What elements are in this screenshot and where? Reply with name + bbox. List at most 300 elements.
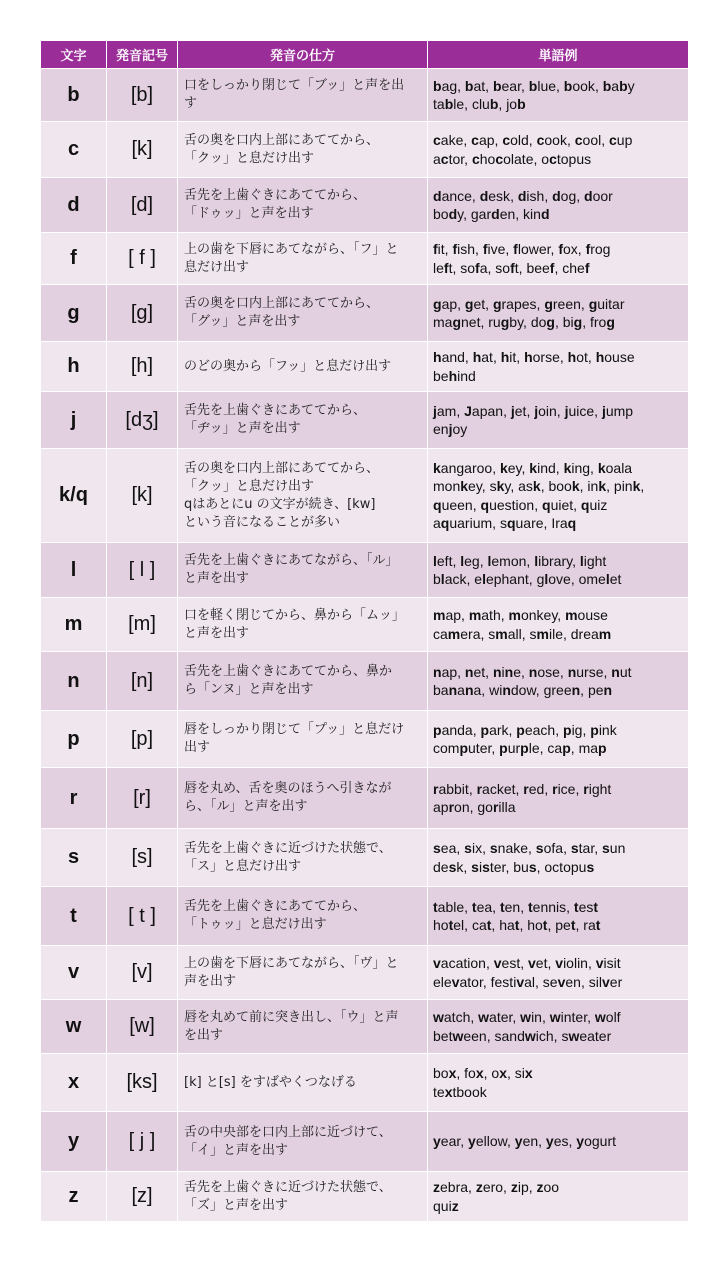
words-line: box, fox, ox, six xyxy=(433,1065,533,1081)
example-word: queen xyxy=(433,496,473,513)
howto-line: 「ス」と息だけ出す xyxy=(184,858,302,874)
example-word: sweater xyxy=(561,1027,612,1044)
letter-cell: k/q xyxy=(41,449,107,543)
example-word: banana xyxy=(433,682,482,698)
ipa-cell: [k] xyxy=(107,449,178,543)
example-word: lemon xyxy=(487,552,527,569)
table-row xyxy=(41,711,689,768)
example-word: koala xyxy=(597,459,633,476)
words-cell xyxy=(428,285,689,342)
example-word: omelet xyxy=(578,571,622,587)
words-line: black, elephant, glove, omelet xyxy=(433,571,622,587)
words-cell xyxy=(428,1054,689,1112)
example-word: desk xyxy=(433,858,464,875)
example-word: jam xyxy=(433,402,457,419)
howto-cell xyxy=(178,122,428,178)
howto-line: す xyxy=(184,96,198,111)
example-word: hot xyxy=(527,917,548,933)
words-line xyxy=(433,1197,683,1216)
words-line: year, yellow, yen, yes, yogurt xyxy=(433,1133,617,1150)
ipa-cell: [dʒ] xyxy=(107,392,178,449)
ipa-cell: [ j ] xyxy=(107,1112,178,1172)
header-letter: 文字 xyxy=(41,41,107,69)
example-word: ten xyxy=(499,898,521,915)
example-word: aquarium xyxy=(433,515,493,531)
example-word: watch xyxy=(433,1009,471,1025)
example-word: math xyxy=(468,607,501,623)
example-word: rat xyxy=(583,917,601,933)
example-word: gorilla xyxy=(477,799,516,815)
example-word: door xyxy=(584,187,613,204)
example-word: cool xyxy=(574,132,602,148)
example-word: apron xyxy=(433,799,470,815)
howto-cell xyxy=(178,449,428,543)
words-line: vacation, vest, vet, violin, visit xyxy=(433,955,621,971)
table-row xyxy=(41,1054,689,1112)
example-word: fox xyxy=(558,241,578,257)
example-word: cat xyxy=(471,917,492,933)
example-word: enjoy xyxy=(433,421,468,437)
words-line: table, tea, ten, tennis, test xyxy=(433,898,599,915)
howto-cell xyxy=(178,829,428,887)
example-word: grapes xyxy=(492,295,537,312)
howto-line: 舌先を上歯ぐきにあててから、 xyxy=(184,403,367,418)
words-line: left, leg, lemon, library, light xyxy=(433,552,607,569)
example-word: textbook xyxy=(433,1083,487,1100)
table-row xyxy=(41,233,689,285)
words-line: map, math, monkey, mouse xyxy=(433,607,608,623)
example-word: computer xyxy=(433,740,492,756)
words-cell xyxy=(428,449,689,543)
howto-line: を出す xyxy=(184,1027,224,1043)
howto-cell xyxy=(178,1172,428,1222)
example-word: bat xyxy=(464,77,486,94)
howto-line: 口を軽く閉じてから、鼻から「ムッ」 xyxy=(184,607,405,623)
example-word: dog xyxy=(530,314,555,330)
example-word: octopus xyxy=(541,150,592,167)
table-row xyxy=(41,449,689,543)
example-word: pet xyxy=(555,917,576,933)
howto-line: と声を出す xyxy=(184,625,250,641)
howto-line: 「クッ」と息だけ出す xyxy=(184,478,315,494)
example-word: small xyxy=(488,625,522,642)
example-word: kangaroo xyxy=(433,459,493,476)
example-word: blue xyxy=(528,77,557,94)
words-cell xyxy=(428,392,689,449)
words-line: between, sandwich, sweater xyxy=(433,1027,612,1044)
ipa-cell: [ f ] xyxy=(107,233,178,285)
example-word: bear xyxy=(492,77,521,94)
example-word: fish xyxy=(452,241,476,257)
example-word: snake xyxy=(489,840,529,856)
example-word: fit xyxy=(433,241,445,257)
letter-cell: t xyxy=(41,887,107,946)
example-word: table xyxy=(433,898,465,915)
example-word: peach xyxy=(516,721,556,738)
example-word: ask xyxy=(518,478,541,494)
example-word: hot xyxy=(567,349,588,365)
example-word: garden xyxy=(470,206,516,222)
example-word: red xyxy=(523,780,545,797)
table-row xyxy=(41,122,689,178)
ipa-cell: [s] xyxy=(107,829,178,887)
howto-line: 「ズ」と声を出す xyxy=(184,1197,289,1213)
example-word: join xyxy=(534,402,557,419)
words-line: table, club, job xyxy=(433,96,526,112)
example-word: purple xyxy=(499,740,540,756)
example-word: cold xyxy=(502,132,529,148)
ipa-cell: [ t ] xyxy=(107,887,178,946)
howto-line: 「ドゥッ」と声を出す xyxy=(184,206,314,221)
howto-cell xyxy=(178,946,428,1000)
letter-cell: r xyxy=(41,768,107,829)
letter-cell: w xyxy=(41,1000,107,1054)
example-word: seven xyxy=(542,973,581,990)
words-line: camera, small, smile, dream xyxy=(433,625,612,642)
example-word: gap xyxy=(433,295,458,312)
example-word: map xyxy=(578,740,607,756)
header-row xyxy=(41,41,689,69)
example-word: pig xyxy=(563,721,583,738)
howto-line: 「ヂッ」と声を出す xyxy=(184,421,301,436)
example-word: flower xyxy=(513,241,551,257)
example-word: five xyxy=(482,241,506,257)
howto-cell xyxy=(178,1112,428,1172)
howto-cell xyxy=(178,711,428,768)
example-word: water xyxy=(478,1009,513,1025)
letter-cell: l xyxy=(41,543,107,598)
example-word: panda xyxy=(433,721,473,738)
example-word: yes xyxy=(545,1133,569,1150)
howto-line: 舌先を上歯ぐきにあててから、鼻か xyxy=(184,664,393,679)
howto-line: 舌の奥を口内上部にあててから、 xyxy=(184,296,380,311)
header-howto: 発音の仕方 xyxy=(178,41,428,69)
table-body xyxy=(41,69,689,1222)
example-word: yen xyxy=(514,1133,539,1150)
words-cell xyxy=(428,887,689,946)
howto-line: 口をしっかり閉じて「ブッ」と声を出 xyxy=(184,78,405,93)
words-line: actor, chocolate, octopus xyxy=(433,150,592,167)
howto-line: 「グッ」と声を出す xyxy=(184,314,301,329)
example-word: chocolate xyxy=(471,150,534,167)
howto-line: と声を出す xyxy=(184,571,250,586)
words-line: desk, sister, bus, octopus xyxy=(433,858,595,875)
howto-line: 唇を丸め、舌を奥のほうへ引きなが xyxy=(184,781,392,796)
example-word: sandwich xyxy=(494,1027,554,1044)
ipa-cell: [ks] xyxy=(107,1054,178,1112)
example-word: Japan xyxy=(464,402,504,419)
words-line: dance, desk, dish, dog, door xyxy=(433,187,613,204)
example-word: park xyxy=(480,721,509,738)
words-line: gap, get, grapes, green, guitar xyxy=(433,295,625,312)
words-cell xyxy=(428,1112,689,1172)
example-word: pen xyxy=(587,682,613,698)
table-row xyxy=(41,946,689,1000)
ipa-cell: [d] xyxy=(107,178,178,233)
letter-cell: y xyxy=(41,1112,107,1172)
example-word: racket xyxy=(476,780,516,797)
example-word: square xyxy=(499,515,544,531)
howto-cell xyxy=(178,178,428,233)
example-word: ink xyxy=(587,478,607,494)
example-word: table xyxy=(433,96,465,112)
words-cell xyxy=(428,711,689,768)
example-word: book xyxy=(548,478,580,494)
example-word: festival xyxy=(490,973,536,990)
howto-line: 上の歯を下唇にあてながら、「フ」と xyxy=(184,241,399,257)
example-word: dance xyxy=(433,187,472,204)
ipa-cell: [b] xyxy=(107,69,178,122)
letter-cell: b xyxy=(41,69,107,122)
example-word: wolf xyxy=(594,1009,621,1025)
example-word: left xyxy=(433,552,453,569)
howto-line: ら、「ル」と声を出す xyxy=(184,799,308,814)
words-line: nap, net, nine, nose, nurse, nut xyxy=(433,663,632,680)
example-word: left xyxy=(433,259,453,276)
example-word: monkey xyxy=(433,478,482,494)
howto-line: 「イ」と声を出す xyxy=(184,1142,289,1158)
example-word: hand xyxy=(433,349,465,365)
header-ipa: 発音記号 xyxy=(107,41,178,69)
example-word: sky xyxy=(489,478,511,494)
example-word: year xyxy=(433,1133,461,1150)
howto-cell xyxy=(178,233,428,285)
example-word: jet xyxy=(510,402,527,419)
example-word: vet xyxy=(528,955,548,971)
words-line: aquarium, square, Iraq xyxy=(433,515,577,531)
ipa-cell: [v] xyxy=(107,946,178,1000)
words-line: queen, question, quiet, quiz xyxy=(433,496,608,513)
example-word: hit xyxy=(500,349,517,365)
words-cell xyxy=(428,1172,689,1222)
howto-cell xyxy=(178,768,428,829)
words-cell xyxy=(428,69,689,122)
example-word: kind xyxy=(523,206,550,222)
letter-cell: x xyxy=(41,1054,107,1112)
howto-line: のどの奥から「フッ」と息だけ出す xyxy=(184,358,392,374)
example-word: nurse xyxy=(567,663,604,680)
header-words: 単語例 xyxy=(428,41,689,69)
example-word: hat xyxy=(499,917,520,933)
example-word: job xyxy=(506,96,526,112)
example-word: light xyxy=(579,552,607,569)
ipa-cell: [g] xyxy=(107,285,178,342)
words-line: apron, gorilla xyxy=(433,799,516,815)
letter-cell: g xyxy=(41,285,107,342)
howto-line: 唇を丸めて前に突き出し、「ウ」と声 xyxy=(184,1009,399,1025)
example-word: net xyxy=(464,663,486,680)
example-word: zoo xyxy=(536,1179,560,1195)
example-word: smile xyxy=(529,625,563,642)
words-line: rabbit, racket, red, rice, right xyxy=(433,780,612,797)
words-cell xyxy=(428,829,689,887)
example-word: star xyxy=(570,840,595,856)
howto-line: 上の歯を下唇にあてながら、「ヴ」と xyxy=(184,955,399,971)
example-word: six xyxy=(514,1065,533,1081)
example-word: visit xyxy=(595,955,621,971)
words-line: bag, bat, bear, blue, book, baby xyxy=(433,77,635,94)
example-word: fox xyxy=(464,1065,484,1081)
example-word: chef xyxy=(562,259,590,276)
ipa-cell: [h] xyxy=(107,342,178,392)
example-word: king xyxy=(563,459,591,476)
words-cell xyxy=(428,598,689,652)
example-word: leg xyxy=(460,552,480,569)
table-row xyxy=(41,652,689,711)
howto-line: 舌の奥を口内上部にあててから、 xyxy=(184,460,380,476)
example-word: behind xyxy=(433,367,476,384)
example-word: cap xyxy=(471,132,495,148)
example-word: cook xyxy=(536,132,567,148)
words-cell xyxy=(428,768,689,829)
example-word: quiz xyxy=(433,1197,459,1214)
example-word: nine xyxy=(492,663,521,680)
howto-cell xyxy=(178,392,428,449)
example-word: map xyxy=(433,607,462,623)
table-row xyxy=(41,285,689,342)
example-word: horse xyxy=(524,349,560,365)
example-word: zero xyxy=(475,1179,504,1195)
example-word: winter xyxy=(549,1009,588,1025)
letter-cell: n xyxy=(41,652,107,711)
example-word: beef xyxy=(526,259,555,276)
words-line: zebra, zero, zip, zoo xyxy=(433,1179,560,1195)
letter-cell: h xyxy=(41,342,107,392)
example-word: frog xyxy=(585,241,611,257)
example-word: Iraq xyxy=(551,515,577,531)
example-word: cup xyxy=(609,132,633,148)
letter-cell: c xyxy=(41,122,107,178)
example-word: tennis xyxy=(527,898,567,915)
words-line: computer, purple, cap, map xyxy=(433,740,607,756)
letter-cell: m xyxy=(41,598,107,652)
example-word: vest xyxy=(493,955,521,971)
example-word: window xyxy=(489,682,536,698)
words-line: cake, cap, cold, cook, cool, cup xyxy=(433,132,633,148)
words-line xyxy=(433,420,683,439)
howto-line: 舌の中央部を口内上部に近づけて、 xyxy=(184,1124,392,1140)
example-word: pink, xyxy=(613,478,645,494)
example-word: sofa xyxy=(460,259,488,276)
table-row xyxy=(41,543,689,598)
example-word: jump xyxy=(601,402,634,419)
example-word: book xyxy=(563,77,595,94)
words-line: jam, Japan, jet, join, juice, jump xyxy=(433,402,634,419)
example-word: body xyxy=(433,206,464,222)
ipa-cell: [r] xyxy=(107,768,178,829)
words-cell xyxy=(428,342,689,392)
ipa-cell: [w] xyxy=(107,1000,178,1054)
example-word: monkey xyxy=(508,607,558,623)
example-word: nose xyxy=(528,663,560,680)
example-word: nut xyxy=(611,663,632,680)
example-word: nap xyxy=(433,663,458,680)
table-row xyxy=(41,69,689,122)
ipa-cell: [k] xyxy=(107,122,178,178)
example-word: right xyxy=(583,780,612,797)
example-word: octopus xyxy=(544,858,595,875)
letter-cell: s xyxy=(41,829,107,887)
letter-cell: v xyxy=(41,946,107,1000)
words-cell xyxy=(428,178,689,233)
example-word: actor xyxy=(433,150,465,167)
example-word: zip xyxy=(510,1179,529,1195)
table-row xyxy=(41,342,689,392)
example-word: library xyxy=(534,552,573,569)
example-word: cap xyxy=(547,740,571,756)
words-cell xyxy=(428,122,689,178)
words-line: elevator, festival, seven, silver xyxy=(433,973,623,990)
letter-cell: d xyxy=(41,178,107,233)
howto-cell xyxy=(178,598,428,652)
example-word: club xyxy=(471,96,499,112)
words-cell xyxy=(428,543,689,598)
example-word: mouse xyxy=(565,607,608,623)
howto-line: 息だけ出す xyxy=(184,259,250,275)
words-line: panda, park, peach, pig, pink xyxy=(433,721,617,738)
table-row xyxy=(41,1112,689,1172)
example-word: dish xyxy=(517,187,545,204)
example-word: bag xyxy=(433,77,458,94)
words-cell xyxy=(428,652,689,711)
words-line: sea, six, snake, sofa, star, sun xyxy=(433,840,626,856)
example-word: quiet xyxy=(542,496,574,513)
words-cell xyxy=(428,946,689,1000)
phonics-table xyxy=(40,40,689,1222)
howto-cell xyxy=(178,342,428,392)
example-word: win xyxy=(520,1009,542,1025)
ipa-cell: [n] xyxy=(107,652,178,711)
example-word: between xyxy=(433,1027,487,1044)
example-word: house xyxy=(595,349,635,365)
example-word: big xyxy=(562,314,583,330)
example-word: glove xyxy=(536,571,571,587)
words-line: left, sofa, soft, beef, chef xyxy=(433,259,590,276)
example-word: desk xyxy=(479,187,511,204)
example-word: green xyxy=(543,682,581,698)
words-cell xyxy=(428,1000,689,1054)
example-word: juice xyxy=(564,402,595,419)
howto-line: 舌先を上歯ぐきに近づけた状態で、 xyxy=(184,1179,392,1195)
howto-cell xyxy=(178,887,428,946)
table-row xyxy=(41,598,689,652)
example-word: tea xyxy=(471,898,493,915)
example-word: rabbit xyxy=(433,780,469,797)
example-word: guitar xyxy=(588,295,625,312)
example-word: baby xyxy=(602,77,635,94)
howto-cell xyxy=(178,543,428,598)
example-word: yellow xyxy=(468,1133,507,1150)
howto-line: 舌先を上歯ぐきに近づけた状態で、 xyxy=(184,840,392,856)
howto-cell xyxy=(178,69,428,122)
howto-line: 舌先を上歯ぐきにあててから、 xyxy=(184,899,367,914)
howto-cell xyxy=(178,1054,428,1112)
table-row xyxy=(41,829,689,887)
words-line xyxy=(433,1083,683,1102)
letter-cell: j xyxy=(41,392,107,449)
table-row xyxy=(41,1000,689,1054)
howto-line: 出す xyxy=(184,740,211,755)
example-word: hotel xyxy=(433,917,465,933)
example-word: pink xyxy=(590,721,617,738)
example-word: sister xyxy=(471,858,506,875)
example-word: key xyxy=(499,459,522,476)
example-word: elevator xyxy=(433,973,483,990)
example-word: kind xyxy=(529,459,556,476)
words-line: kangaroo, key, kind, king, koala xyxy=(433,459,633,476)
example-word: rugby xyxy=(488,314,524,330)
example-word: frog xyxy=(589,314,615,330)
